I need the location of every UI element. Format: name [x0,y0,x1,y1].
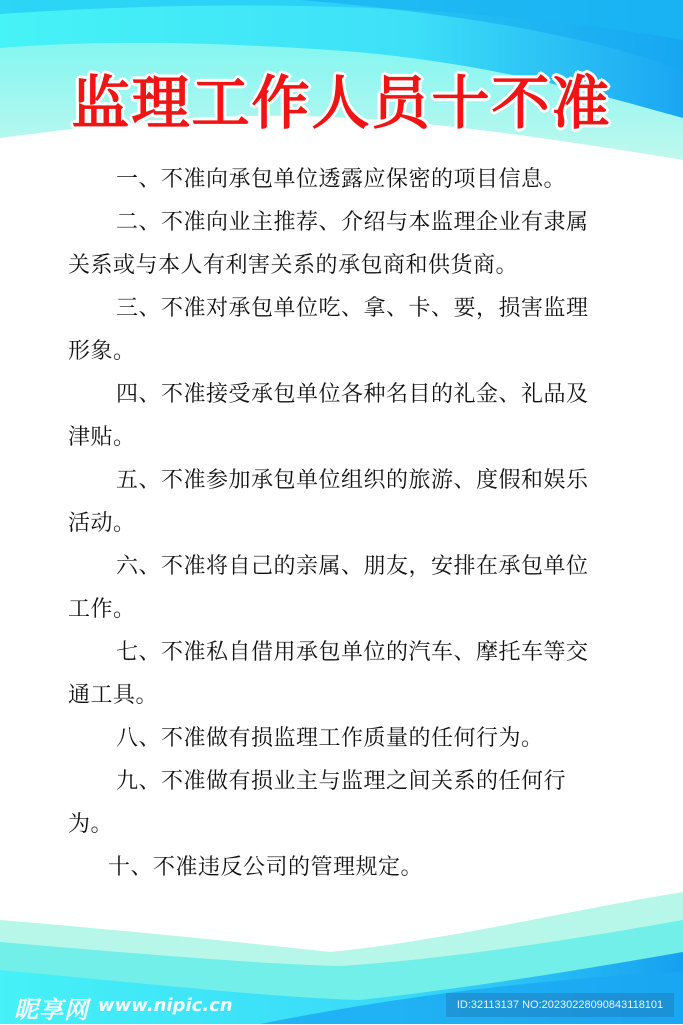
rule-item-5: 五、不准参加承包单位组织的旅游、度假和娱乐活动。 [68,468,589,536]
rules-list [68,158,608,889]
rule-item-6: 六、不准将自己的亲属、朋友，安排在承包单位工作。 [68,554,589,622]
watermark-url: www.nipic.cn [98,995,233,1016]
poster-title: 监理工作人员十不准 [71,69,612,137]
rule-item-10: 十、不准违反公司的管理规定。 [108,855,424,880]
rule-item-1: 一、不准向承包单位透露应保密的项目信息。 [116,167,567,192]
rule-item-2: 二、不准向业主推荐、介绍与本监理企业有隶属关系或与本人有利害关系的承包商和供货商。 [68,210,589,278]
rule-item-3: 三、不准对承包单位吃、拿、卡、要，损害监理形象。 [68,296,589,364]
rule-item-4: 四、不准接受承包单位各种名目的礼金、礼品及津贴。 [68,382,589,450]
watermark-id-badge: ID:32113137 NO:20230228090843118101 [446,993,674,1017]
rule-item-8: 八、不准做有损监理工作质量的任何行为。 [116,726,544,751]
rule-item-7: 七、不准私自借用承包单位的汽车、摩托车等交通工具。 [68,640,589,708]
watermark-logo: 昵享网 [14,996,89,1024]
rule-item-9: 九、不准做有损业主与监理之间关系的任何行为。 [68,769,567,837]
